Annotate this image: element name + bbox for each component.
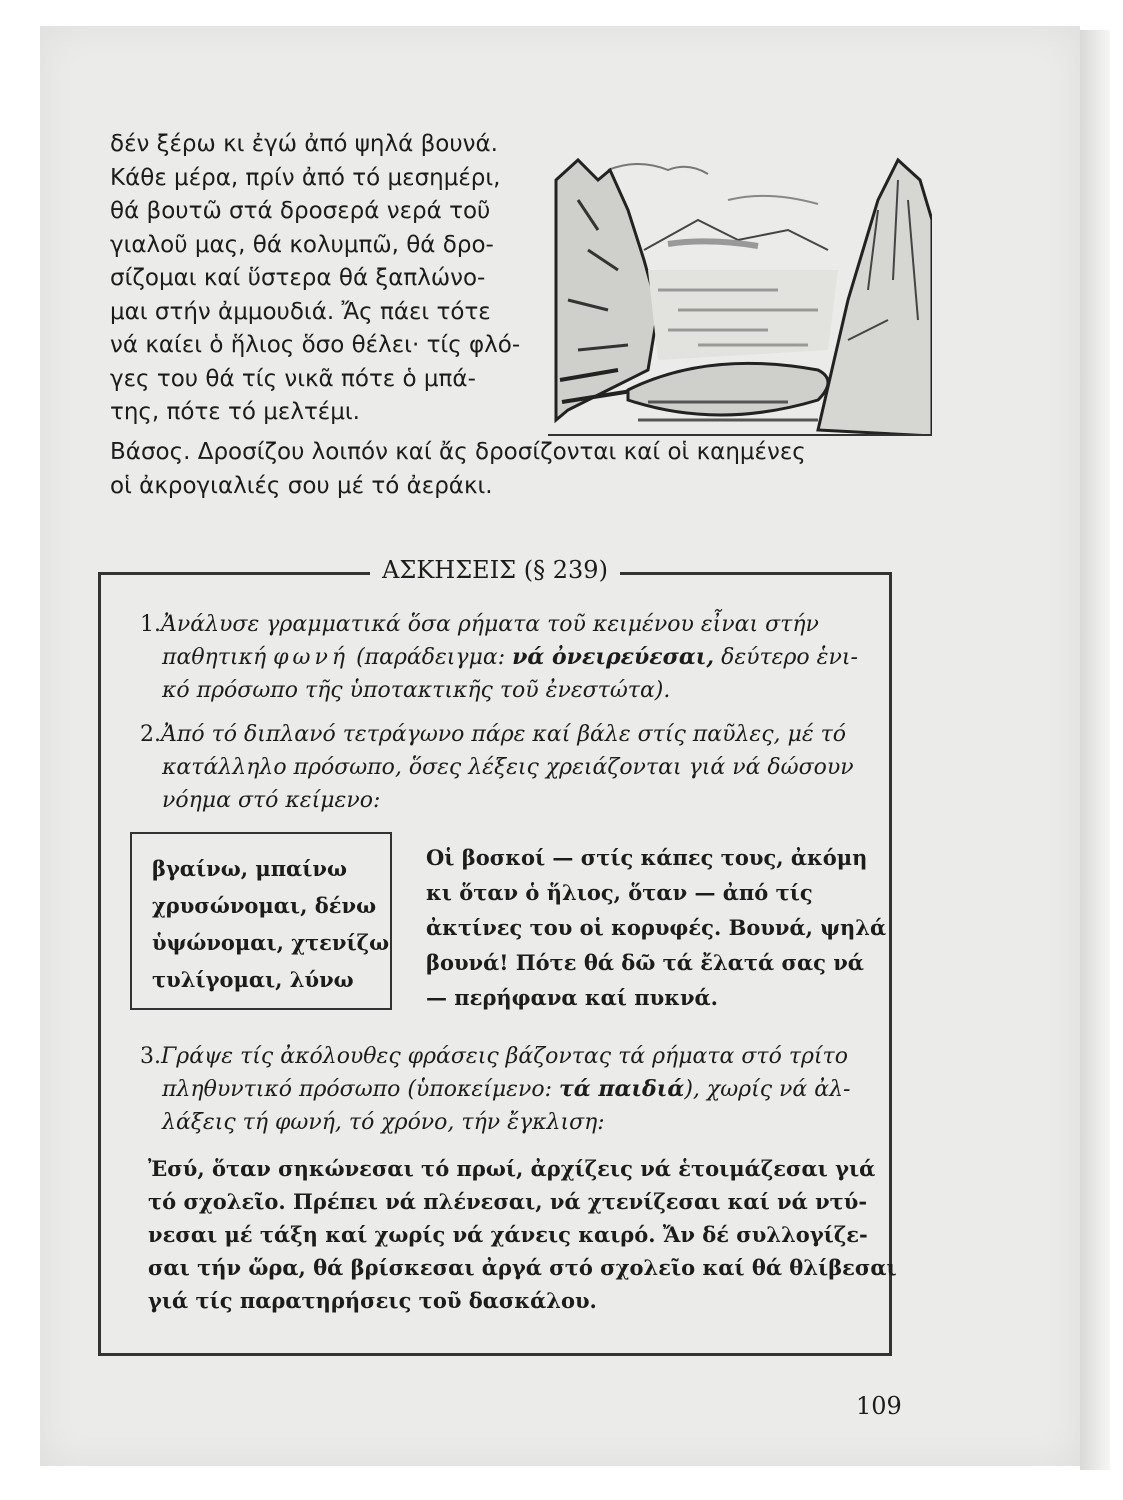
speaker-name: Βάσος. bbox=[110, 439, 191, 465]
exercise-2-line bbox=[140, 722, 846, 747]
passage-line: σαι τήν ὥρα, θά βρίσκεσαι ἀργά στό σχολεῖο καί θά θλίβεσαι bbox=[148, 1255, 897, 1280]
page-edge bbox=[1080, 30, 1110, 1470]
story-line: νά καίει ὁ ἥλιος ὅσο θέλει· τίς φλό- bbox=[110, 332, 521, 358]
page-number: 109 bbox=[856, 1392, 902, 1420]
word-bank-item: βγαίνω, μπαίνω bbox=[152, 856, 347, 881]
exercise-1-text: (παράδειγμα: bbox=[356, 645, 506, 670]
exercise-2-line: κατάλληλο πρόσωπο, ὅσες λέξεις χρειάζονται γιά νά δώσουν bbox=[162, 755, 854, 780]
exercise-2-line: νόημα στό κείμενο: bbox=[162, 788, 381, 813]
story-line: Κάθε μέρα, πρίν ἀπό τό μεσημέρι, bbox=[110, 164, 501, 191]
exercise-3 bbox=[140, 1040, 880, 1139]
exercise-3-text: Γράψε τίς ἀκόλουθες φράσεις βάζοντας τά ρήματα στό τρίτο bbox=[161, 1044, 848, 1069]
exercise-3-line bbox=[140, 1044, 848, 1069]
fill-in-line: Οἱ βοσκοί — στίς κάπες τους, ἀκόμη bbox=[426, 845, 868, 870]
story-line: σίζομαι καί ὕστερα θά ξαπλώνο- bbox=[110, 265, 486, 291]
passage-line: γιά τίς παρατηρήσεις τοῦ δασκάλου. bbox=[148, 1288, 597, 1313]
exercise-1-line: κό πρόσωπο τῆς ὑποτακτικῆς τοῦ ἐνεστώτα). bbox=[162, 678, 671, 703]
seaside-illustration bbox=[548, 140, 932, 436]
word-bank-item: τυλίγομαι, λύνω bbox=[152, 967, 354, 992]
exercise-1-example: νά ὀνειρεύεσαι, bbox=[512, 644, 715, 670]
passage-line: νεσαι μέ τάξη καί χωρίς νά χάνεις καιρό. Ἄν δέ συλλογίζε- bbox=[148, 1222, 868, 1247]
story-tail bbox=[110, 436, 930, 503]
exercise-3-line: λάξεις τή φωνή, τό χρόνο, τήν ἔγκλιση: bbox=[162, 1110, 605, 1135]
exercise-number: 3. bbox=[140, 1044, 161, 1069]
exercise-1-line bbox=[140, 641, 880, 674]
exercise-1-emphasis: φωνή bbox=[273, 645, 350, 670]
word-bank-item: ὑψώνομαι, χτενίζω bbox=[152, 930, 390, 955]
story-line: μαι στήν ἀμμουδιά. Ἄς πάει τότε bbox=[110, 298, 491, 325]
story-line: της, πότε τό μελτέμι. bbox=[110, 399, 360, 425]
story-line: γιαλοῦ μας, θά κολυμπῶ, θά δρο- bbox=[110, 231, 494, 258]
exercise-3-passage bbox=[148, 1152, 897, 1317]
exercise-2 bbox=[140, 718, 880, 817]
fill-in-line: βουνά! Πότε θά δῶ τά ἔλατά σας νά bbox=[426, 950, 864, 975]
story-line: γες του θά τίς νικᾶ πότε ὁ μπά- bbox=[110, 365, 476, 392]
exercise-heading bbox=[98, 556, 892, 584]
story-tail-text: Δροσίζου λοιπόν καί ἄς δροσίζονται καί οἱ καημένες bbox=[197, 439, 806, 465]
passage-line: τό σχολεῖο. Πρέπει νά πλένεσαι, νά χτενίζεσαι καί νά ντύ- bbox=[148, 1189, 868, 1214]
fill-in-line: κι ὅταν ὁ ἥλιος, ὅταν — ἀπό τίς bbox=[426, 880, 813, 905]
exercise-number: 1. bbox=[140, 612, 161, 637]
fill-in-line: ἀκτίνες του οἱ κορυφές. Βουνά, ψηλά bbox=[426, 915, 887, 940]
exercise-number: 2. bbox=[140, 722, 161, 747]
exercise-3-subject: τά παιδιά bbox=[558, 1076, 685, 1102]
exercise-3-text: ), χωρίς νά ἀλ- bbox=[684, 1077, 851, 1102]
exercise-1-text: Ἀνάλυσε γραμματικά ὅσα ρήματα τοῦ κειμένου εἶναι στήν bbox=[161, 612, 819, 637]
story-line: θά βουτῶ στά δροσερά νερά τοῦ bbox=[110, 198, 491, 224]
fill-in-text bbox=[426, 840, 886, 1015]
passage-line: Ἐσύ, ὅταν σηκώνεσαι τό πρωί, ἀρχίζεις νά ἑτοιμάζεσαι γιά bbox=[148, 1156, 876, 1181]
fill-in-line: — περήφανα καί πυκνά. bbox=[426, 985, 718, 1010]
exercise-1-text: δεύτερο ἑνι- bbox=[721, 645, 858, 670]
exercise-1-text: παθητική bbox=[162, 645, 267, 670]
exercise-3-line bbox=[140, 1073, 880, 1106]
story-tail-line: οἱ ἀκρογιαλιές σου μέ τό ἀεράκι. bbox=[110, 472, 493, 499]
exercise-3-text: πληθυντικό πρόσωπο (ὑποκείμενο: bbox=[162, 1077, 552, 1102]
exercise-2-text: Ἀπό τό διπλανό τετράγωνο πάρε καί βάλε στίς παῦλες, μέ τό bbox=[161, 722, 847, 747]
story-tail-line bbox=[110, 436, 930, 470]
word-bank-item: χρυσώνομαι, δένω bbox=[152, 893, 377, 918]
exercise-heading-text: ΑΣΚΗΣΕΙΣ (§ 239) bbox=[370, 556, 620, 584]
story-text bbox=[110, 128, 550, 430]
story-line: δέν ξέρω κι ἐγώ ἀπό ψηλά βουνά. bbox=[110, 131, 498, 157]
exercise-1 bbox=[140, 608, 880, 707]
exercise-1-line bbox=[140, 612, 819, 637]
word-bank-box bbox=[130, 832, 392, 1010]
